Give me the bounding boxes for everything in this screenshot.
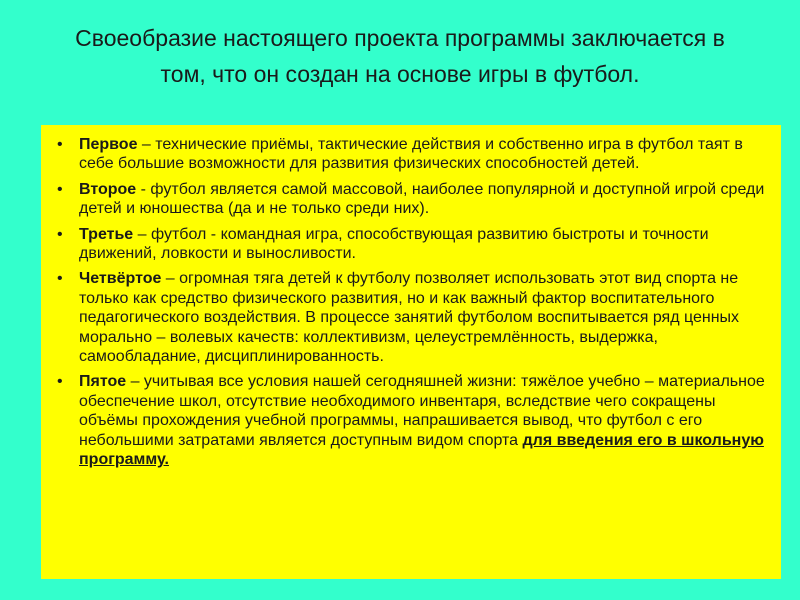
list-item-third [51, 225, 775, 264]
point-text: - футбол является самой массовой, наиболее популярной и доступной игрой среди детей и юношества (да и не только среди них). [79, 180, 765, 218]
content-box [41, 125, 781, 579]
bullet-icon: • [57, 180, 63, 198]
point-lead: Третье [79, 225, 134, 243]
point-lead: Пятое [79, 373, 127, 391]
point-lead: Четвёртое [79, 270, 162, 288]
bullet-icon: • [57, 225, 63, 243]
list-item-first [51, 135, 775, 174]
list-item-second [51, 180, 775, 219]
bullet-icon: • [57, 136, 63, 153]
point-lead: Второе [79, 180, 137, 198]
point-text: – учитывая все условия нашей сегодняшней жизни: тяжёлое учебно – материальное обеспечение школ, отсутствие необходимого инвентаря, вследствие чего сокращены объёмы прохождения учебной программы, напрашивается вывод, что футбол с его небольшими затратами является доступным видом спорта [79, 373, 765, 449]
bullet-icon: • [57, 373, 63, 391]
point-lead: Первое [79, 136, 138, 153]
point-emphasis: для введения его в школьную программу. [79, 431, 764, 469]
points-list [51, 135, 775, 470]
point-text: – технические приёмы, тактические действия и собственно игра в футбол таят в себе большие возможности для развития физических способностей детей. [79, 136, 743, 173]
bullet-icon: • [57, 270, 63, 288]
list-item-fourth [51, 269, 775, 366]
point-text: – футбол - командная игра, способствующая развитию быстроты и точности движений, ловкости и выносливости. [79, 225, 709, 263]
slide-title: Своеобразие настоящего проекта программы заключается в том, что он создан на основе игры в футбол. [75, 25, 725, 87]
point-text: – огромная тяга детей к футболу позволяет использовать этот вид спорта не только как средство физического развития, но и как важный фактор воспитательного педагогического воздействия. В процессе занятий футболом воспитывается ряд ценных морально – волевых качеств: коллективизм, целеустремлённость, выдержка, самообладание, дисциплинированность. [79, 270, 740, 366]
list-item-fifth [51, 372, 775, 469]
